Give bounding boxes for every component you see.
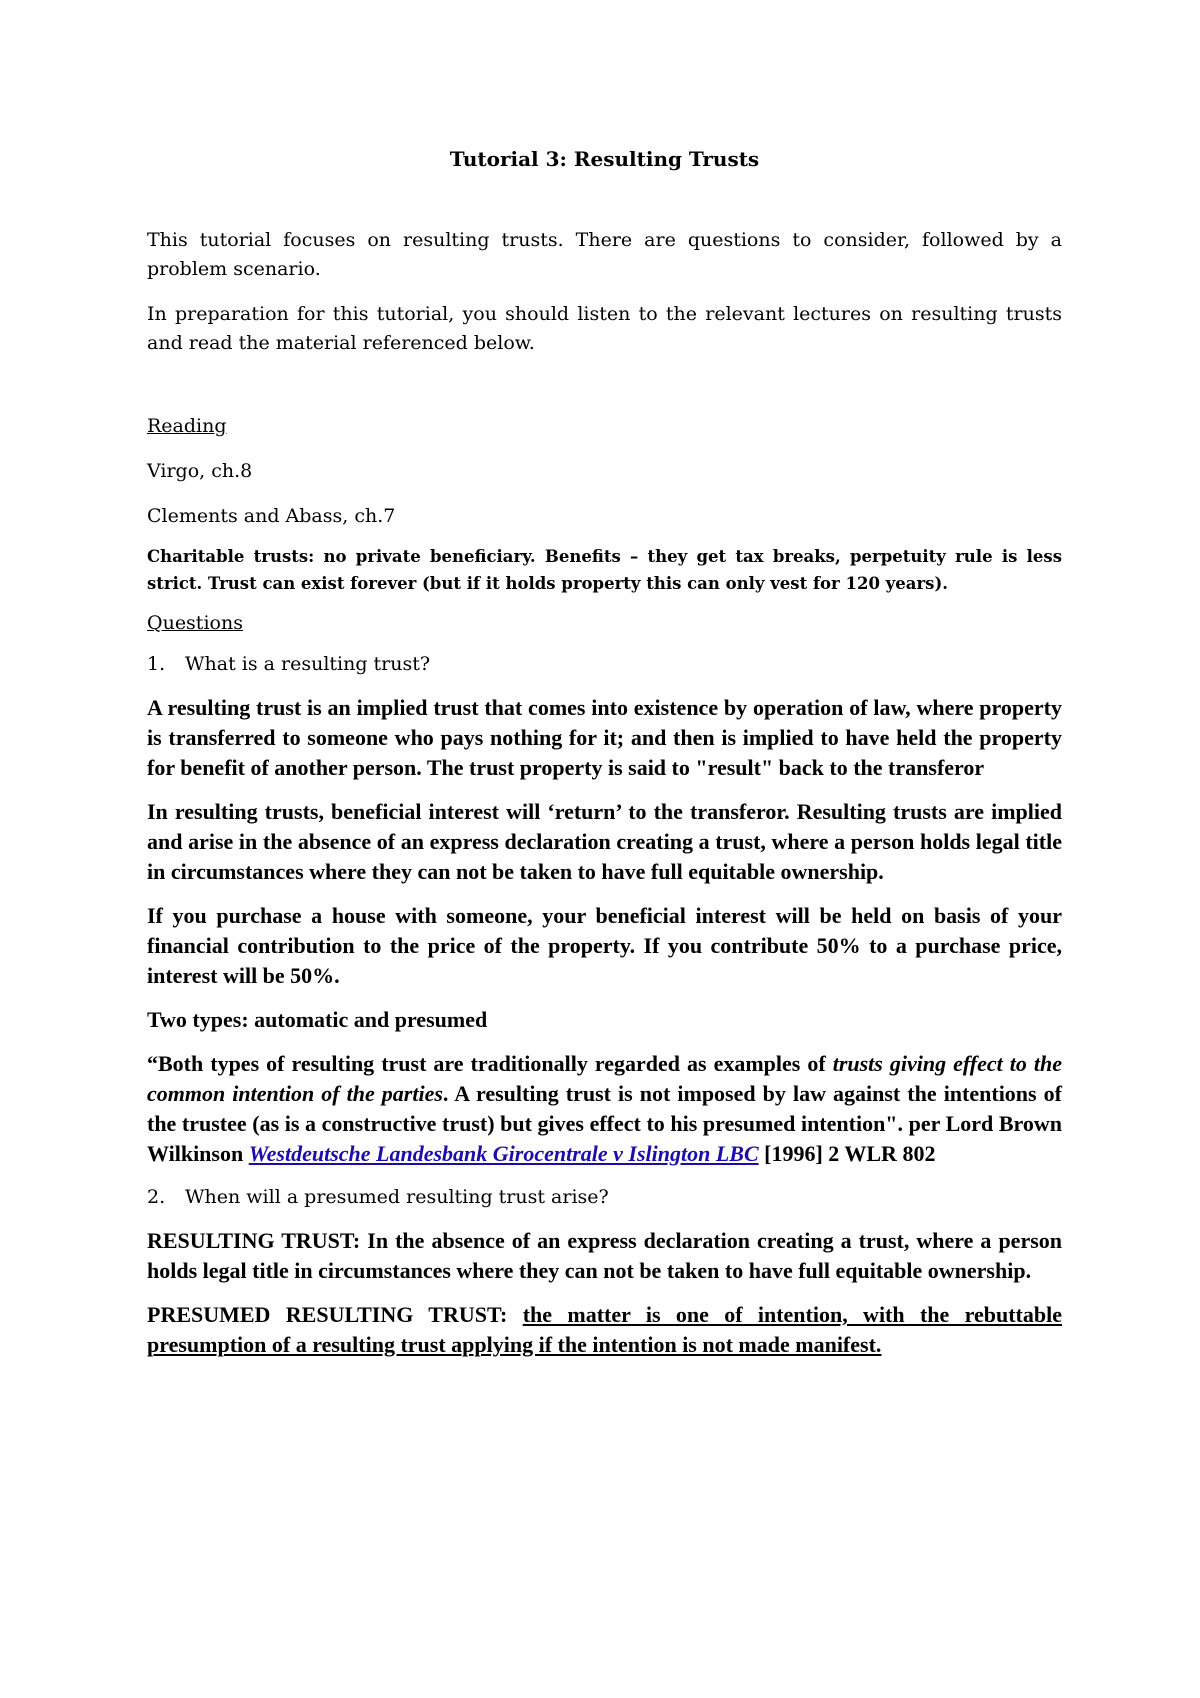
case-link-westdeutsche[interactable]: Westdeutsche Landesbank Girocentrale v Islington LBC [248, 1141, 759, 1166]
presumed-resulting-trust-text: the matter is one of intention, with the rebuttable presumption of a resulting trust applying if the intention is not made manifest. [147, 1302, 1062, 1357]
reading-heading: Reading [147, 415, 227, 437]
document-body [147, 146, 1062, 1360]
question-1-text: What is a resulting trust? [185, 653, 431, 675]
resulting-trust-text: In the absence of an express declaration creating a trust, where a person holds legal title in circumstances where they can not be taken to have full equitable ownership. [147, 1228, 1063, 1283]
quote-text-italic: trusts giving effect to the common intention of the parties [147, 1051, 1062, 1106]
quote-text-middle: . A resulting trust is not imposed by law against the intentions of the trustee (as is a constructive trust) but gives effect to his presumed intention". per Lord Brown Wilkinson [147, 1081, 1062, 1166]
intro-paragraph-2: In preparation for this tutorial, you should listen to the relevant lectures on resulting trusts and read the material referenced below. [147, 303, 1062, 354]
quote-citation: [1996] 2 WLR 802 [758, 1141, 936, 1166]
reading-item-2: Clements and Abass, ch.7 [147, 505, 396, 527]
page-title: Tutorial 3: Resulting Trusts [449, 147, 760, 171]
answer-1-paragraph-1: A resulting trust is an implied trust that comes into existence by operation of law, where property is transferred to someone who pays nothing for it; and then is implied to have held the property for benefit of another person. The trust property is said to "result" back to the transferor [147, 695, 1062, 780]
charitable-trusts-note: Charitable trusts: no private beneficiary. Benefits – they get tax breaks, perpetuity rule is less strict. Trust can exist forever (but if it holds property this can only vest for 120 years). [147, 547, 1062, 593]
answer-1-paragraph-2: In resulting trusts, beneficial interest will ‘return’ to the transferor. Resulting trusts are implied and arise in the absence of an express declaration creating a trust, where a person holds legal title in circumstances where they can not be taken to have full equitable ownership. [147, 799, 1062, 884]
answer-1-quote [147, 1049, 1062, 1169]
resulting-trust-label: RESULTING TRUST: [147, 1228, 361, 1253]
intro-paragraph-1: This tutorial focuses on resulting trusts. There are questions to consider, followed by a problem scenario. [147, 229, 1062, 280]
question-1 [147, 650, 1062, 679]
question-2 [147, 1183, 1062, 1212]
question-2-text: When will a presumed resulting trust arise? [185, 1186, 609, 1208]
questions-heading: Questions [147, 612, 243, 634]
answer-2-presumed-resulting-trust [147, 1300, 1062, 1360]
question-1-number: 1. [147, 653, 166, 675]
question-2-number: 2. [147, 1186, 166, 1208]
answer-1-paragraph-3: If you purchase a house with someone, your beneficial interest will be held on basis of your financial contribution to the price of the property. If you contribute 50% to a purchase price, interest will be 50%. [147, 903, 1062, 988]
quote-text-before: “Both types of resulting trust are traditionally regarded as examples of [147, 1051, 833, 1076]
answer-1-two-types: Two types: automatic and presumed [147, 1007, 488, 1032]
reading-item-1: Virgo, ch.8 [147, 460, 253, 482]
presumed-resulting-trust-label: PRESUMED RESULTING TRUST: [147, 1302, 523, 1327]
answer-2-resulting-trust [147, 1226, 1062, 1286]
